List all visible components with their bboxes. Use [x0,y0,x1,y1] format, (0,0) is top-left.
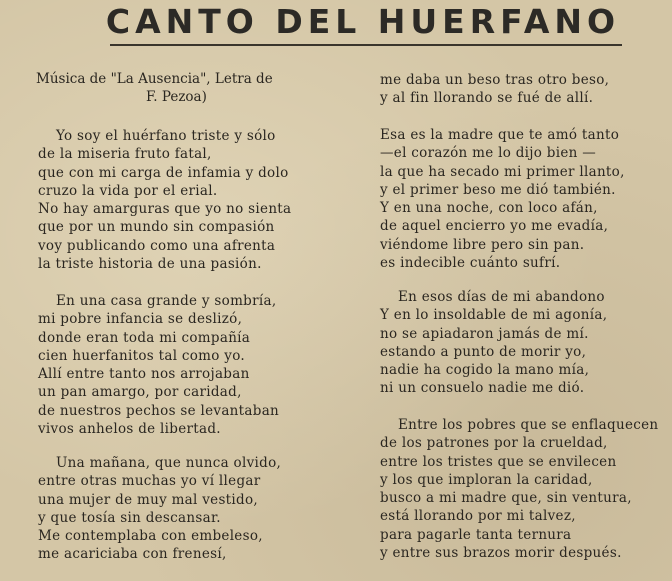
verse-line: En una casa grande y sombría, [56,293,277,309]
credit-line: F. Pezoa) [146,89,207,106]
verse-line: la que ha secado mi primer llanto, [380,163,625,180]
right-stanza-2 [380,288,607,398]
verse-line: un pan amargo, por caridad, [38,384,242,401]
verse-line: para pagarle tanta ternura [380,526,572,543]
verse-line: me daba un beso tras otro beso, [380,72,610,88]
verse-line: voy publicando como una afrenta [38,237,276,254]
verse-line: y el primer beso me dió también. [380,181,616,198]
verse-line: mi pobre infancia se deslizó, [38,311,243,328]
verse-line: de la miseria fruto fatal, [38,146,212,163]
verse-line: estando a punto de morir yo, [380,343,587,360]
verse-line: Una mañana, que nunca olvido, [56,455,282,471]
right-stanza-1 [380,126,625,272]
verse-line: una mujer de muy mal vestido, [38,491,258,508]
verse-line: que por un mundo sin compasión [38,219,275,236]
credit-line: Música de "La Ausencia", Letra de [36,71,273,87]
verse-line: No hay amarguras que yo no sienta [38,201,292,218]
verse-line: Yo soy el huérfano triste y sólo [56,128,276,144]
verse-line: está llorando por mi talvez, [380,508,576,525]
verse-line: y los que imploran la caridad, [380,471,593,488]
verse-line: donde eran toda mi compañía [38,329,251,346]
verse-line: cien huerfanitos tal como yo. [38,347,246,364]
verse-line: de aquel encierro yo me evadía, [380,218,609,235]
verse-line: y entre sus brazos morir después. [380,545,622,562]
verse-line: Allí entre tanto nos arrojaban [38,366,250,383]
verse-line: En esos días de mi abandono [398,289,605,305]
verse-line: Y en una noche, con loco afán, [380,200,598,217]
verse-line: cruzo la vida por el erial. [38,182,218,199]
verse-line: y que tosía sin descansar. [38,509,221,526]
music-credit [36,70,273,107]
verse-line: de nuestros pechos se levantaban [38,402,280,419]
poem-title: CANTO DEL HUERFANO [105,2,621,41]
verse-line: nadie ha cogido la mano mía, [380,362,590,379]
verse-line: viéndome libre pero sin pan. [380,236,585,253]
verse-line: es indecible cuánto sufrí. [380,255,561,272]
verse-line: de los patrones por la crueldad, [380,435,608,452]
verse-line: entre los tristes que se envilecen [380,453,617,470]
right-stanza-continuation [380,71,609,108]
verse-line: la triste historia de una pasión. [38,256,262,273]
verse-line: ni un consuelo nadie me dió. [380,380,585,397]
verse-line: vivos anhelos de libertad. [38,421,221,438]
verse-line: y al fin llorando se fué de allí. [380,90,594,107]
left-stanza-1 [38,127,291,273]
verse-line: que con mi carga de infamia y dolo [38,164,289,181]
right-stanza-3 [380,416,658,562]
verse-line: entre otras muchas yo ví llegar [38,473,261,490]
verse-line: Entre los pobres que se enflaquecen [398,417,659,433]
verse-line: busco a mi madre que, sin ventura, [380,490,632,507]
verse-line: no se apiadaron jamás de mí. [380,325,589,342]
verse-line: —el corazón me lo dijo bien — [380,145,597,162]
title-underline [110,44,622,46]
verse-line: Y en lo insoldable de mi agonía, [380,307,608,324]
left-stanza-3 [38,454,281,564]
verse-line: Esa es la madre que te amó tanto [380,127,620,143]
left-stanza-2 [38,292,279,438]
verse-line: Me contemplaba con embeleso, [38,528,263,545]
verse-line: me acariciaba con frenesí, [38,546,227,563]
